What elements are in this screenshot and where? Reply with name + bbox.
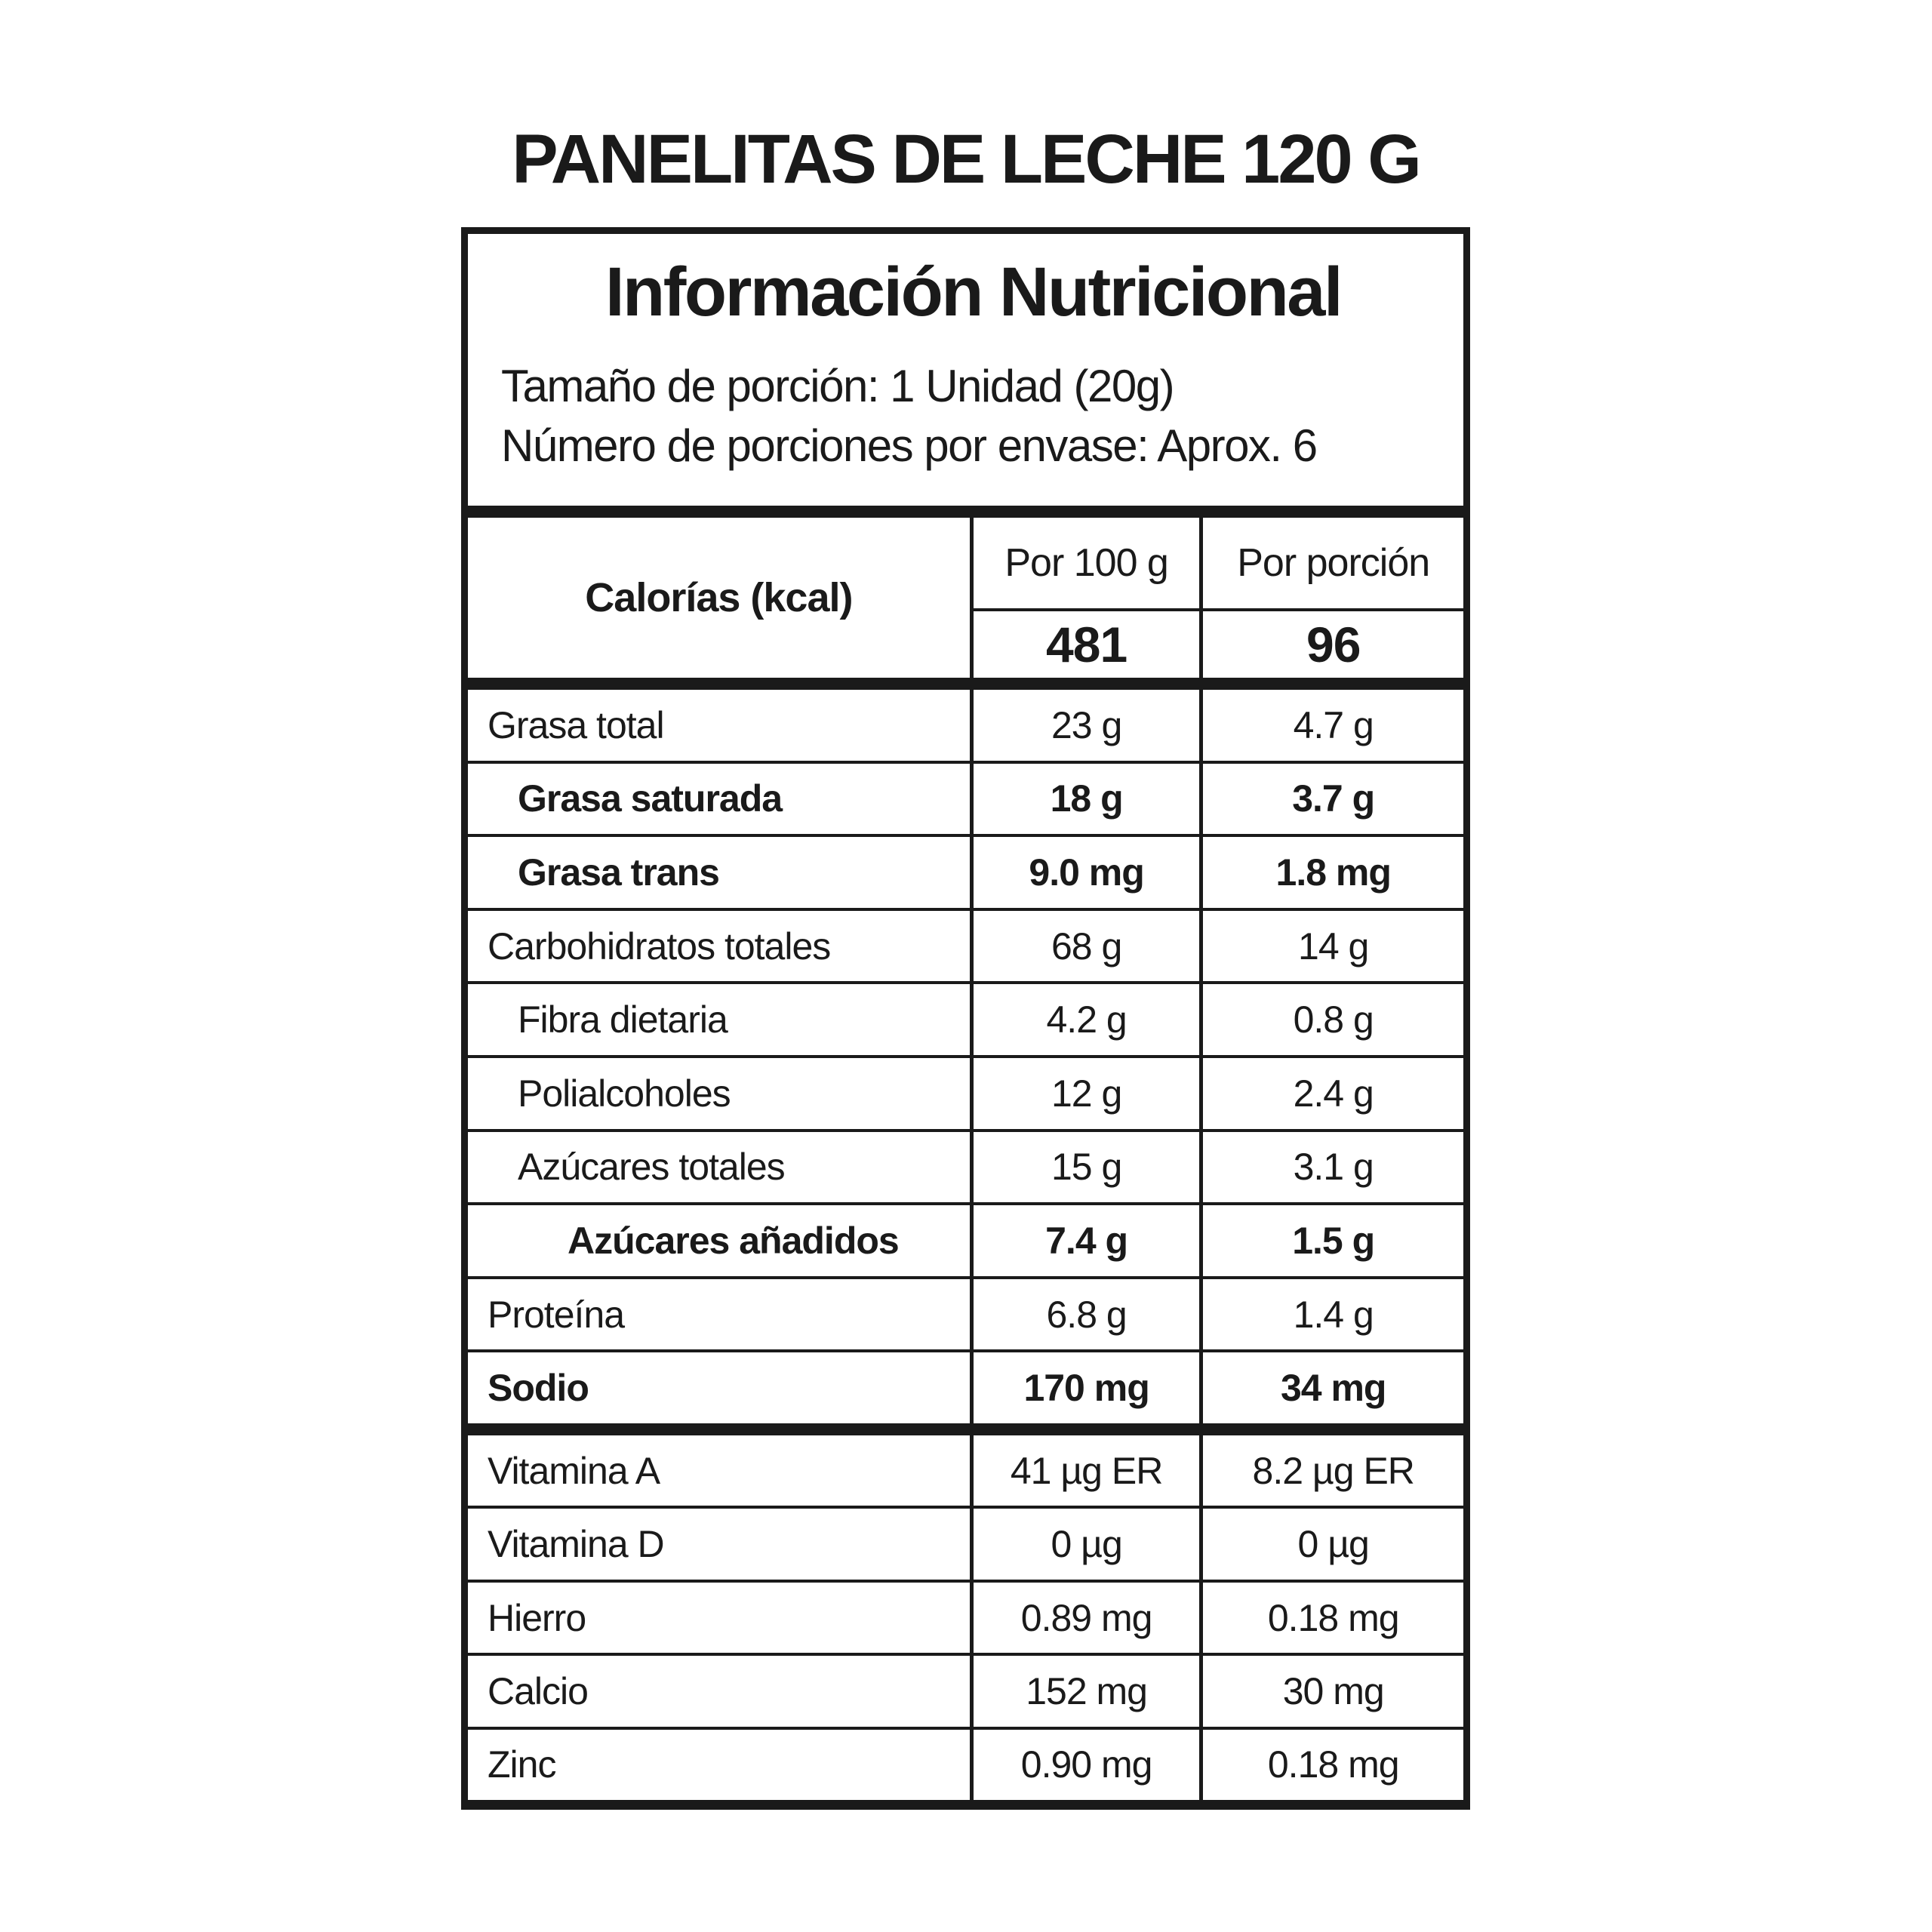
product-title: PANELITAS DE LECHE 120 G xyxy=(512,121,1420,198)
per-portion-value: 1.5 g xyxy=(1199,1205,1463,1276)
table-row-azucares-totales xyxy=(468,1129,1463,1203)
per-100g-value: 152 mg xyxy=(970,1656,1200,1726)
table-row-proteina xyxy=(468,1276,1463,1350)
nutrient-label: Vitamina A xyxy=(488,1449,660,1492)
calories-per-portion-value: 96 xyxy=(1199,611,1463,678)
per-100g-value: 7.4 g xyxy=(970,1205,1200,1276)
per-100g-value: 6.8 g xyxy=(970,1279,1200,1350)
table-row-grasa-trans xyxy=(468,834,1463,908)
per-portion-value: 1.8 mg xyxy=(1199,837,1463,908)
nutrient-label: Calcio xyxy=(488,1669,588,1712)
nutrient-label: Grasa total xyxy=(488,703,664,746)
table-row-carbohidratos-totales xyxy=(468,908,1463,982)
servings-per-container-line: Número de porciones por envase: Aprox. 6 xyxy=(501,420,1317,471)
per-portion-value: 2.4 g xyxy=(1199,1058,1463,1129)
per-100g-column-header: Por 100 g xyxy=(970,518,1200,611)
nutrient-rows-section xyxy=(468,690,1463,1423)
section-divider-bar xyxy=(468,506,1463,518)
calories-per-100g-value: 481 xyxy=(970,611,1200,678)
table-row-vitamina-d xyxy=(468,1506,1463,1579)
nutrient-label: Zinc xyxy=(488,1743,556,1786)
per-portion-value: 1.4 g xyxy=(1199,1279,1463,1350)
table-row-zinc xyxy=(468,1727,1463,1800)
per-100g-value: 23 g xyxy=(970,690,1200,761)
per-portion-value: 3.7 g xyxy=(1199,764,1463,835)
per-portion-value: 3.1 g xyxy=(1199,1132,1463,1203)
per-100g-value: 0 µg xyxy=(970,1509,1200,1579)
calories-label: Calorías (kcal) xyxy=(585,575,853,620)
per-100g-value: 68 g xyxy=(970,911,1200,982)
table-row-hierro xyxy=(468,1580,1463,1653)
per-100g-value: 4.2 g xyxy=(970,984,1200,1055)
table-row-azucares-anadidos xyxy=(468,1202,1463,1276)
table-row-sodio xyxy=(468,1349,1463,1423)
per-100g-value: 12 g xyxy=(970,1058,1200,1129)
per-portion-column-header: Por porción xyxy=(1199,518,1463,611)
per-100g-value: 18 g xyxy=(970,764,1200,835)
per-100g-value: 41 µg ER xyxy=(970,1435,1200,1506)
nutrient-label: Azúcares añadidos xyxy=(568,1219,899,1262)
panel-header xyxy=(468,234,1463,506)
nutrient-label: Carbohidratos totales xyxy=(488,924,831,968)
nutrient-label: Vitamina D xyxy=(488,1523,664,1566)
table-row-grasa-total xyxy=(468,690,1463,761)
per-100g-value: 170 mg xyxy=(970,1352,1200,1423)
per-100g-value: 9.0 mg xyxy=(970,837,1200,908)
per-portion-value: 0.18 mg xyxy=(1199,1583,1463,1653)
per-portion-value: 34 mg xyxy=(1199,1352,1463,1423)
table-row-vitamina-a xyxy=(468,1435,1463,1506)
nutrition-panel xyxy=(461,227,1470,1810)
nutrient-label: Azúcares totales xyxy=(518,1146,785,1189)
per-portion-value: 0 µg xyxy=(1199,1509,1463,1579)
per-portion-value: 0.8 g xyxy=(1199,984,1463,1055)
per-100g-value: 0.89 mg xyxy=(970,1583,1200,1653)
table-row-polialcoholes xyxy=(468,1055,1463,1129)
nutrient-label: Sodio xyxy=(488,1367,589,1410)
per-portion-value: 8.2 µg ER xyxy=(1199,1435,1463,1506)
nutrient-label: Proteína xyxy=(488,1293,625,1336)
panel-title: Información Nutricional xyxy=(605,254,1342,331)
table-row-fibra-dietaria xyxy=(468,981,1463,1055)
micronutrient-rows-section xyxy=(468,1435,1463,1800)
table-row-grasa-saturada xyxy=(468,761,1463,835)
section-divider-bar xyxy=(468,678,1463,690)
nutrient-label: Grasa saturada xyxy=(518,777,783,820)
serving-size-line: Tamaño de porción: 1 Unidad (20g) xyxy=(501,360,1174,411)
nutrient-label: Grasa trans xyxy=(518,851,719,894)
per-portion-value: 0.18 mg xyxy=(1199,1730,1463,1800)
nutrient-label: Fibra dietaria xyxy=(518,998,728,1041)
calories-header-section xyxy=(468,518,1463,678)
per-portion-value: 30 mg xyxy=(1199,1656,1463,1726)
per-100g-value: 15 g xyxy=(970,1132,1200,1203)
section-divider-bar xyxy=(468,1423,1463,1435)
nutrient-label: Hierro xyxy=(488,1596,586,1639)
per-100g-value: 0.90 mg xyxy=(970,1730,1200,1800)
per-portion-value: 14 g xyxy=(1199,911,1463,982)
table-row-calcio xyxy=(468,1653,1463,1726)
per-portion-value: 4.7 g xyxy=(1199,690,1463,761)
nutrient-label: Polialcoholes xyxy=(518,1072,731,1115)
